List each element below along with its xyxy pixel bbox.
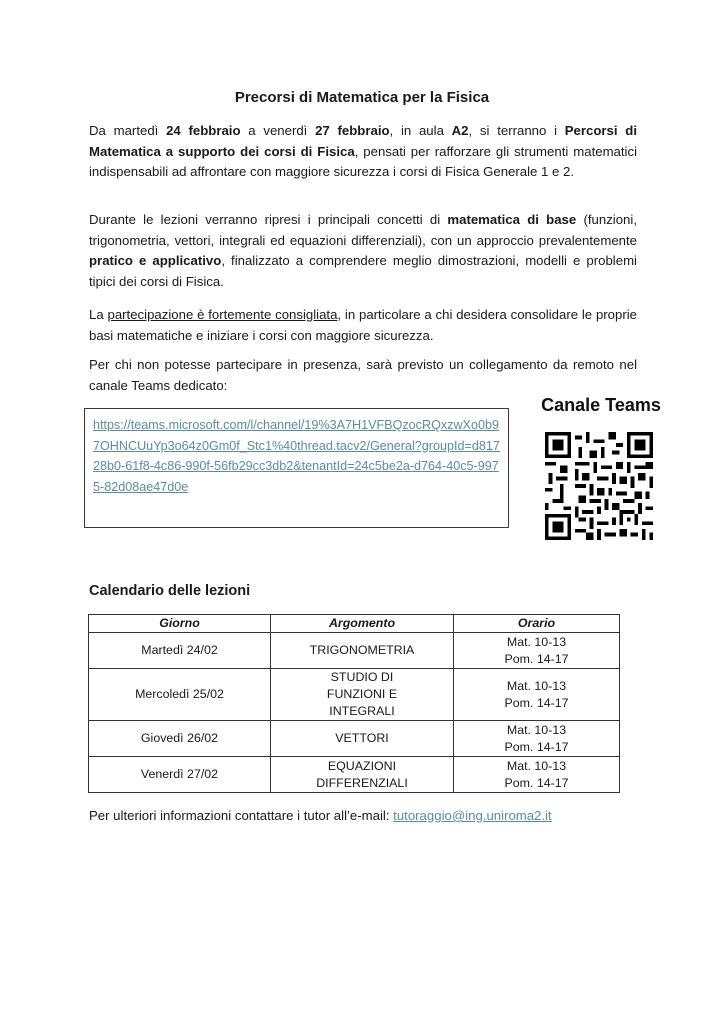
table-header-row bbox=[89, 615, 620, 633]
header-day: Giorno bbox=[89, 615, 271, 633]
contact-footer: Per ulteriori informazioni contattare i tutor all’e-mail: tutoraggio@ing.uniroma2.it bbox=[89, 808, 552, 823]
topic-cell: EQUAZIONI DIFFERENZIALI bbox=[271, 757, 454, 793]
header-topic: Argomento bbox=[271, 615, 454, 633]
page-title: Precorsi di Matematica per la Fisica bbox=[234, 89, 490, 106]
table-row bbox=[89, 757, 620, 793]
schedule-table bbox=[88, 614, 620, 793]
time-cell: Mat. 10-13 Pom. 14-17 bbox=[453, 669, 619, 721]
table-row bbox=[89, 633, 620, 669]
topic-cell: VETTORI bbox=[271, 721, 454, 757]
topic-cell: STUDIO DI FUNZIONI E INTEGRALI bbox=[271, 669, 454, 721]
content-paragraph: Durante le lezioni verranno ripresi i principali concetti di matematica di base (funzioni, trigonometria, vettori, integrali ed equazioni differenziali), con un approccio prevalentemente pratico e applicativo, finalizzato a comprendere meglio dimostrazioni, modelli e problemi tipici dei corsi di Fisica. bbox=[89, 212, 637, 289]
time-cell: Mat. 10-13 Pom. 14-17 bbox=[453, 633, 619, 669]
intro-paragraph: Da martedì 24 febbraio a venerdì 27 febbraio, in aula A2, si terranno i Percorsi di Matematica a supporto dei corsi di Fisica, pensati per rafforzare gli strumenti matematici indispensabili ad affrontare con maggiore sicurezza i corsi di Fisica Generale 1 e 2. bbox=[89, 123, 638, 179]
qr-code-icon bbox=[545, 432, 653, 540]
header-time: Orario bbox=[453, 615, 619, 633]
calendar-title: Calendario delle lezioni bbox=[89, 583, 251, 599]
day-cell: Giovedì 26/02 bbox=[89, 721, 271, 757]
table-row bbox=[89, 721, 620, 757]
time-cell: Mat. 10-13 Pom. 14-17 bbox=[453, 757, 619, 793]
day-cell: Venerdì 27/02 bbox=[89, 757, 271, 793]
remote-paragraph: Per chi non potesse partecipare in presenza, sarà previsto un collegamento da remoto nel canale Teams dedicato: bbox=[89, 357, 637, 393]
start-date: 24 febbraio bbox=[166, 123, 241, 138]
topic-cell: TRIGONOMETRIA bbox=[271, 633, 454, 669]
teams-channel-label: Canale Teams bbox=[541, 395, 661, 415]
teams-link-box bbox=[84, 408, 509, 528]
classroom: A2 bbox=[451, 123, 469, 138]
end-date: 27 febbraio bbox=[315, 123, 390, 138]
email-link[interactable]: tutoraggio@ing.uniroma2.it bbox=[393, 808, 552, 823]
teams-link[interactable]: https://teams.microsoft.com/l/channel/19%3A7H1VFBQzocRQxzwXo0b97OHNCUuYp3o64z0Gm0f_Stc1%40thread.tacv2/General?groupId=d81728b0-61f8-4c86-990f-56fb29cc3db2&tenantId=24c5be2a-d764-40c5-9975-82d08ae47d0e bbox=[93, 418, 500, 494]
table-row bbox=[89, 669, 620, 721]
time-cell: Mat. 10-13 Pom. 14-17 bbox=[453, 721, 619, 757]
day-cell: Martedì 24/02 bbox=[89, 633, 271, 669]
day-cell: Mercoledì 25/02 bbox=[89, 669, 271, 721]
participation-paragraph: La partecipazione è fortemente consigliata, in particolare a chi desidera consolidare le proprie basi matematiche e iniziare i corsi con maggiore sicurezza. bbox=[89, 307, 637, 343]
course-name: Percorsi di Matematica a supporto dei corsi di Fisica bbox=[89, 123, 637, 159]
